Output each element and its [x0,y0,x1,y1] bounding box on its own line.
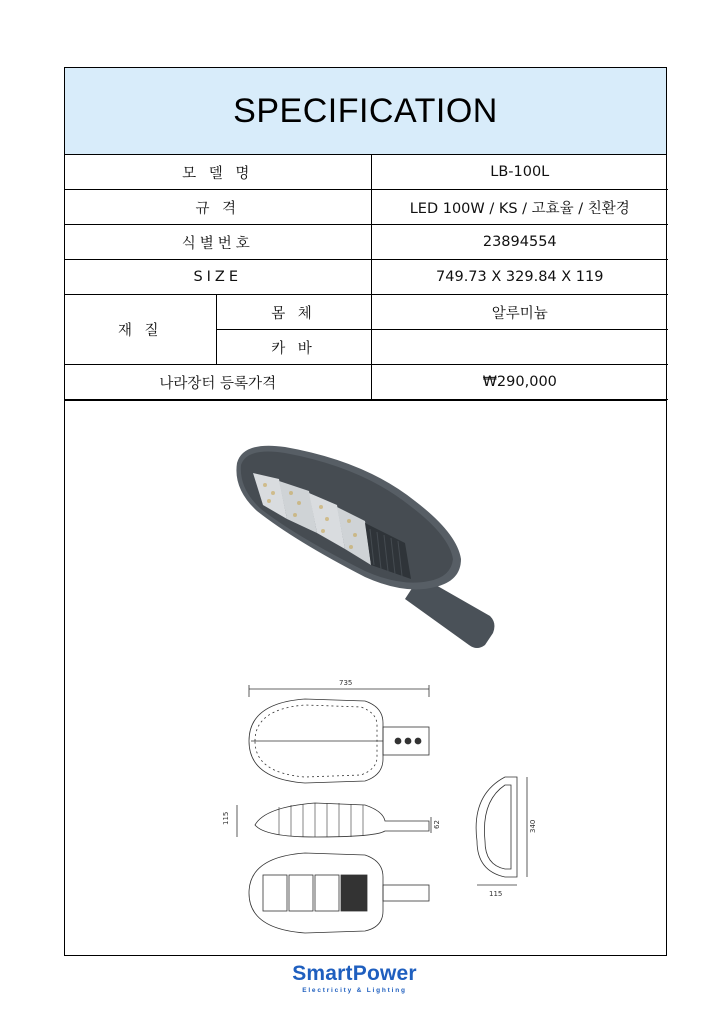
spec-sheet [64,67,667,956]
table-row [65,225,668,260]
model-value: LB-100L [371,155,668,190]
table-row [65,365,668,400]
product-photo [236,446,494,648]
brand-logo: SmartPower [292,962,417,985]
id-value: 23894554 [371,225,668,260]
table-row [65,190,668,225]
dim-side-width: 115 [489,890,503,898]
material-label: 재 질 [65,295,216,365]
product-drawing [65,401,666,962]
body-label: 몸 체 [216,295,371,330]
id-label: 식별번호 [65,225,371,260]
table-row [65,260,668,295]
product-figure [65,400,666,961]
brand-tagline: Electricity & Lighting [302,987,407,994]
table-row [65,155,668,190]
spec-table [65,155,668,400]
model-label: 모 델 명 [65,155,371,190]
spec-label: 규 격 [65,190,371,225]
dim-length: 735 [339,679,353,687]
footer [0,962,709,994]
price-value: ₩290,000 [371,365,668,400]
dim-side-height: 340 [529,819,537,833]
price-label: 나라장터 등록가격 [65,365,371,400]
dim-mount: 62 [433,820,441,829]
drawing-side-view [222,803,441,837]
table-row [65,295,668,330]
drawing-top-view [249,679,429,783]
body-value: 알루미늄 [371,295,668,330]
dim-height: 115 [222,811,230,825]
drawing-end-view [476,777,537,898]
size-value: 749.73 X 329.84 X 119 [371,260,668,295]
cover-value [371,330,668,365]
drawing-bottom-view [249,853,429,933]
cover-label: 카 바 [216,330,371,365]
size-label: SIZE [65,260,371,295]
spec-value: LED 100W / KS / 고효율 / 친환경 [371,190,668,225]
page-title: SPECIFICATION [65,68,666,155]
